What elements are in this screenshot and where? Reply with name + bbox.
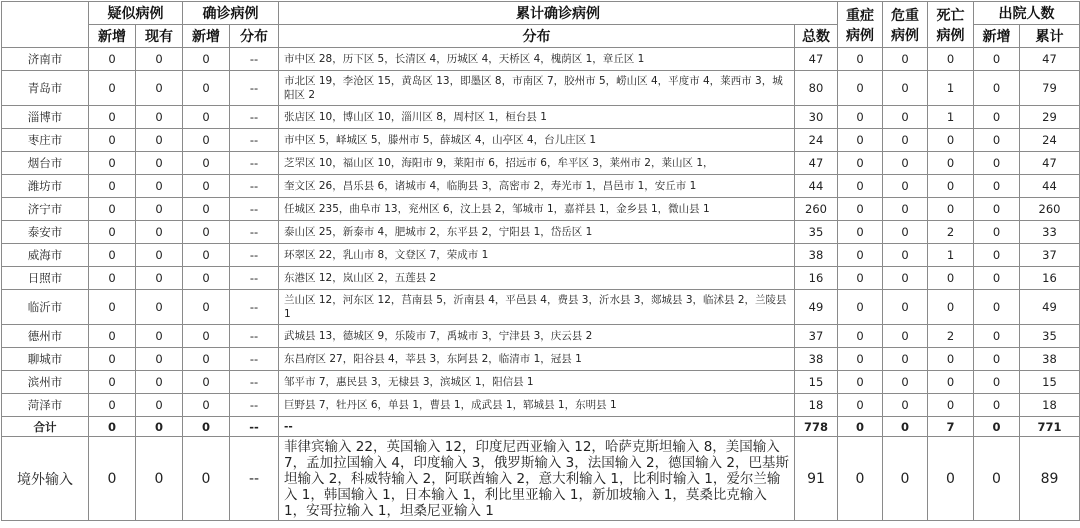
city-cell: 威海市 (2, 244, 89, 267)
discharged-cumulative-cell: 260 (1020, 198, 1080, 221)
table-row (2, 348, 1080, 371)
discharged-new-cell: 0 (974, 129, 1020, 152)
cumulative-total-cell: 18 (795, 394, 838, 417)
death-cell: 7 (928, 417, 974, 437)
severe-cell: 0 (838, 325, 883, 348)
discharged-cumulative-cell: 79 (1020, 71, 1080, 106)
cumulative-total-cell: 47 (795, 152, 838, 175)
discharged-cumulative-cell: 44 (1020, 175, 1080, 198)
confirmed-distribution-cell: -- (230, 129, 279, 152)
cumulative-distribution-cell: -- (279, 417, 795, 437)
discharged-cumulative-cell: 24 (1020, 129, 1080, 152)
table-row (2, 48, 1080, 71)
table-row (2, 244, 1080, 267)
suspected-current-cell: 0 (136, 437, 183, 521)
confirmed-header: 确诊病例 (183, 2, 279, 25)
suspected-new-cell: 0 (89, 417, 136, 437)
critical-cell: 0 (883, 437, 928, 521)
table-row (2, 267, 1080, 290)
suspected-new-cell: 0 (89, 221, 136, 244)
discharged-cumulative-cell: 16 (1020, 267, 1080, 290)
city-cell: 泰安市 (2, 221, 89, 244)
severe-cell: 0 (838, 394, 883, 417)
severe-cell: 0 (838, 348, 883, 371)
suspected-current-cell: 0 (136, 371, 183, 394)
cumulative-distribution-cell: 东港区 12，岚山区 2，五莲县 2 (279, 267, 795, 290)
confirmed-new-cell: 0 (183, 371, 230, 394)
table-row (2, 371, 1080, 394)
discharged-header: 出院人数 (974, 2, 1080, 25)
discharged-new-cell: 0 (974, 371, 1020, 394)
table-row (2, 129, 1080, 152)
cumulative-total-cell: 30 (795, 106, 838, 129)
suspected-new-cell: 0 (89, 244, 136, 267)
critical-cell: 0 (883, 221, 928, 244)
confirmed-new-cell: 0 (183, 152, 230, 175)
severe-cell: 0 (838, 267, 883, 290)
suspected-current-cell: 0 (136, 348, 183, 371)
confirmed-distribution-cell: -- (230, 371, 279, 394)
suspected-current-header: 现有 (136, 25, 183, 48)
discharged-new-cell: 0 (974, 437, 1020, 521)
city-cell: 合计 (2, 417, 89, 437)
severe-cell: 0 (838, 106, 883, 129)
severe-cell: 0 (838, 198, 883, 221)
confirmed-new-cell: 0 (183, 244, 230, 267)
cumulative-total-cell: 35 (795, 221, 838, 244)
death-cell: 2 (928, 221, 974, 244)
discharged-cumulative-cell: 35 (1020, 325, 1080, 348)
confirmed-distribution-cell: -- (230, 348, 279, 371)
confirmed-distribution-cell: -- (230, 244, 279, 267)
cumulative-distribution-cell: 张店区 10，博山区 10，淄川区 8，周村区 1，桓台县 1 (279, 106, 795, 129)
cumulative-distribution-header: 分布 (279, 25, 795, 48)
critical-cell: 0 (883, 290, 928, 325)
discharged-new-cell: 0 (974, 152, 1020, 175)
severe-cell: 0 (838, 437, 883, 521)
death-cell: 0 (928, 129, 974, 152)
critical-cell: 0 (883, 48, 928, 71)
table-row (2, 152, 1080, 175)
confirmed-new-cell: 0 (183, 290, 230, 325)
suspected-header: 疑似病例 (89, 2, 183, 25)
suspected-new-cell: 0 (89, 348, 136, 371)
critical-cell: 0 (883, 348, 928, 371)
confirmed-new-cell: 0 (183, 175, 230, 198)
cumulative-distribution-cell: 奎文区 26，昌乐县 6，诸城市 4，临朐县 3，高密市 2，寿光市 1，昌邑市 1，安丘市 1 (279, 175, 795, 198)
cumulative-distribution-cell: 兰山区 12，河东区 12，莒南县 5，沂南县 4，平邑县 4，费县 3，沂水县 3，郯城县 3，临沭县 2，兰陵县 1 (279, 290, 795, 325)
cumulative-total-cell: 44 (795, 175, 838, 198)
critical-cell: 0 (883, 244, 928, 267)
suspected-current-cell: 0 (136, 290, 183, 325)
suspected-new-cell: 0 (89, 437, 136, 521)
cumulative-distribution-cell: 武城县 13，德城区 9，乐陵市 7，禹城市 3，宁津县 3，庆云县 2 (279, 325, 795, 348)
suspected-current-cell: 0 (136, 325, 183, 348)
critical-cell: 0 (883, 394, 928, 417)
table-row (2, 394, 1080, 417)
table-row (2, 71, 1080, 106)
suspected-current-cell: 0 (136, 394, 183, 417)
confirmed-distribution-cell: -- (230, 198, 279, 221)
city-cell: 枣庄市 (2, 129, 89, 152)
confirmed-new-cell: 0 (183, 71, 230, 106)
cumulative-distribution-cell: 市中区 28，历下区 5，长清区 4，历城区 4，天桥区 4，槐荫区 1，章丘区 1 (279, 48, 795, 71)
discharged-new-cell: 0 (974, 267, 1020, 290)
suspected-current-cell: 0 (136, 175, 183, 198)
suspected-new-cell: 0 (89, 325, 136, 348)
severe-cell: 0 (838, 371, 883, 394)
death-cell: 0 (928, 198, 974, 221)
city-cell: 日照市 (2, 267, 89, 290)
severe-cell: 0 (838, 71, 883, 106)
death-cell: 0 (928, 267, 974, 290)
discharged-new-cell: 0 (974, 175, 1020, 198)
discharged-new-cell: 0 (974, 106, 1020, 129)
confirmed-new-cell: 0 (183, 437, 230, 521)
cumulative-total-cell: 38 (795, 348, 838, 371)
confirmed-distribution-cell: -- (230, 417, 279, 437)
death-header: 死亡病例 (928, 2, 974, 48)
confirmed-distribution-cell: -- (230, 394, 279, 417)
cumulative-total-cell: 91 (795, 437, 838, 521)
confirmed-new-header: 新增 (183, 25, 230, 48)
death-cell: 1 (928, 106, 974, 129)
suspected-new-cell: 0 (89, 71, 136, 106)
severe-cell: 0 (838, 152, 883, 175)
suspected-current-cell: 0 (136, 221, 183, 244)
severe-cell: 0 (838, 221, 883, 244)
confirmed-distribution-cell: -- (230, 175, 279, 198)
confirmed-distribution-cell: -- (230, 48, 279, 71)
confirmed-new-cell: 0 (183, 129, 230, 152)
suspected-new-cell: 0 (89, 152, 136, 175)
suspected-new-cell: 0 (89, 48, 136, 71)
severe-cell: 0 (838, 290, 883, 325)
confirmed-distribution-cell: -- (230, 221, 279, 244)
confirmed-distribution-cell: -- (230, 106, 279, 129)
suspected-current-cell: 0 (136, 152, 183, 175)
cumulative-total-cell: 38 (795, 244, 838, 267)
city-cell: 聊城市 (2, 348, 89, 371)
city-cell: 济南市 (2, 48, 89, 71)
city-cell: 潍坊市 (2, 175, 89, 198)
city-cell: 德州市 (2, 325, 89, 348)
discharged-cumulative-cell: 89 (1020, 437, 1080, 521)
cumulative-distribution-cell: 菲律宾输入 22，英国输入 12，印度尼西亚输入 12，哈萨克斯坦输入 8，美国输入 7，孟加拉国输入 4，印度输入 3，俄罗斯输入 3，法国输入 2，德国输入 2，巴基斯坦输入 2，科威特输入 2，阿联酋输入 2，意大利输入 1，比利时输入 1，爱尔兰输入 1，韩国输入 1，日本输入 1，利比里亚输入 1，新加坡输入 1，莫桑比克输入 1，安哥拉输入 1，坦桑尼亚输入 1 (279, 437, 795, 521)
discharged-cumulative-cell: 771 (1020, 417, 1080, 437)
cumulative-distribution-cell: 泰山区 25，新泰市 4，肥城市 2，东平县 2，宁阳县 1，岱岳区 1 (279, 221, 795, 244)
cumulative-total-header: 总数 (795, 25, 838, 48)
suspected-new-cell: 0 (89, 129, 136, 152)
city-header (2, 2, 89, 48)
death-cell: 0 (928, 348, 974, 371)
discharged-cumulative-cell: 18 (1020, 394, 1080, 417)
discharged-new-cell: 0 (974, 394, 1020, 417)
confirmed-distribution-cell: -- (230, 325, 279, 348)
suspected-new-cell: 0 (89, 290, 136, 325)
table-row (2, 198, 1080, 221)
city-cell: 滨州市 (2, 371, 89, 394)
city-cell: 青岛市 (2, 71, 89, 106)
discharged-new-cell: 0 (974, 417, 1020, 437)
cumulative-total-cell: 47 (795, 48, 838, 71)
death-cell: 0 (928, 152, 974, 175)
suspected-current-cell: 0 (136, 48, 183, 71)
severe-cell: 0 (838, 244, 883, 267)
critical-cell: 0 (883, 417, 928, 437)
discharged-new-cell: 0 (974, 244, 1020, 267)
cumulative-total-cell: 15 (795, 371, 838, 394)
table-row (2, 106, 1080, 129)
severe-cell: 0 (838, 175, 883, 198)
cumulative-total-cell: 24 (795, 129, 838, 152)
cumulative-distribution-cell: 巨野县 7，牡丹区 6，单县 1，曹县 1，成武县 1，郓城县 1，东明县 1 (279, 394, 795, 417)
header-row-top (2, 2, 1080, 25)
severe-header: 重症病例 (838, 2, 883, 48)
critical-cell: 0 (883, 106, 928, 129)
cumulative-distribution-cell: 东昌府区 27，阳谷县 4，莘县 3，东阿县 2，临清市 1，冠县 1 (279, 348, 795, 371)
suspected-new-cell: 0 (89, 371, 136, 394)
cumulative-total-cell: 778 (795, 417, 838, 437)
cumulative-distribution-cell: 任城区 235，曲阜市 13，兖州区 6，汶上县 2，邹城市 1，嘉祥县 1，金乡县 1，微山县 1 (279, 198, 795, 221)
cumulative-distribution-cell: 环翠区 22，乳山市 8，文登区 7，荣成市 1 (279, 244, 795, 267)
death-cell: 0 (928, 290, 974, 325)
severe-cell: 0 (838, 129, 883, 152)
cumulative-total-cell: 80 (795, 71, 838, 106)
discharged-cumulative-cell: 47 (1020, 152, 1080, 175)
city-cell: 菏泽市 (2, 394, 89, 417)
critical-cell: 0 (883, 325, 928, 348)
city-cell: 淄博市 (2, 106, 89, 129)
confirmed-new-cell: 0 (183, 348, 230, 371)
confirmed-distribution-cell: -- (230, 437, 279, 521)
suspected-current-cell: 0 (136, 198, 183, 221)
suspected-current-cell: 0 (136, 417, 183, 437)
discharged-cumulative-cell: 37 (1020, 244, 1080, 267)
cumulative-total-cell: 16 (795, 267, 838, 290)
discharged-cumulative-cell: 15 (1020, 371, 1080, 394)
city-cell: 境外输入 (2, 437, 89, 521)
discharged-cumulative-cell: 47 (1020, 48, 1080, 71)
city-cell: 烟台市 (2, 152, 89, 175)
covid-statistics-table (1, 1, 1080, 521)
death-cell: 1 (928, 244, 974, 267)
discharged-new-cell: 0 (974, 348, 1020, 371)
discharged-cumulative-cell: 33 (1020, 221, 1080, 244)
critical-cell: 0 (883, 129, 928, 152)
discharged-cumulative-header: 累计 (1020, 25, 1080, 48)
suspected-new-header: 新增 (89, 25, 136, 48)
cumulative-header: 累计确诊病例 (279, 2, 838, 25)
suspected-new-cell: 0 (89, 198, 136, 221)
confirmed-distribution-cell: -- (230, 290, 279, 325)
critical-cell: 0 (883, 198, 928, 221)
confirmed-distribution-header: 分布 (230, 25, 279, 48)
death-cell: 0 (928, 175, 974, 198)
confirmed-new-cell: 0 (183, 394, 230, 417)
table-row (2, 290, 1080, 325)
confirmed-new-cell: 0 (183, 221, 230, 244)
critical-cell: 0 (883, 175, 928, 198)
discharged-new-cell: 0 (974, 198, 1020, 221)
suspected-current-cell: 0 (136, 106, 183, 129)
confirmed-distribution-cell: -- (230, 267, 279, 290)
discharged-cumulative-cell: 38 (1020, 348, 1080, 371)
overseas-import-row (2, 437, 1080, 521)
severe-cell: 0 (838, 48, 883, 71)
death-cell: 2 (928, 325, 974, 348)
confirmed-new-cell: 0 (183, 325, 230, 348)
table-body (2, 48, 1080, 521)
cumulative-total-cell: 260 (795, 198, 838, 221)
suspected-current-cell: 0 (136, 244, 183, 267)
cumulative-distribution-cell: 芝罘区 10，福山区 10，海阳市 9，莱阳市 6，招远市 6，牟平区 3，莱州市 2，莱山区 1， (279, 152, 795, 175)
table-row (2, 325, 1080, 348)
cumulative-distribution-cell: 市北区 19，李沧区 15，黄岛区 13，即墨区 8，市南区 7，胶州市 5，崂山区 4，平度市 4，莱西市 3，城阳区 2 (279, 71, 795, 106)
death-cell: 0 (928, 394, 974, 417)
suspected-new-cell: 0 (89, 106, 136, 129)
severe-cell: 0 (838, 417, 883, 437)
confirmed-new-cell: 0 (183, 198, 230, 221)
confirmed-new-cell: 0 (183, 48, 230, 71)
confirmed-new-cell: 0 (183, 267, 230, 290)
death-cell: 0 (928, 437, 974, 521)
critical-header: 危重病例 (883, 2, 928, 48)
death-cell: 0 (928, 371, 974, 394)
critical-cell: 0 (883, 371, 928, 394)
discharged-new-cell: 0 (974, 48, 1020, 71)
city-cell: 临沂市 (2, 290, 89, 325)
suspected-new-cell: 0 (89, 394, 136, 417)
total-row (2, 417, 1080, 437)
discharged-new-header: 新增 (974, 25, 1020, 48)
city-cell: 济宁市 (2, 198, 89, 221)
discharged-new-cell: 0 (974, 290, 1020, 325)
cumulative-total-cell: 37 (795, 325, 838, 348)
confirmed-distribution-cell: -- (230, 71, 279, 106)
discharged-new-cell: 0 (974, 325, 1020, 348)
confirmed-new-cell: 0 (183, 106, 230, 129)
critical-cell: 0 (883, 71, 928, 106)
cumulative-distribution-cell: 市中区 5，峄城区 5，滕州市 5，薛城区 4，山亭区 4，台儿庄区 1 (279, 129, 795, 152)
death-cell: 1 (928, 71, 974, 106)
discharged-cumulative-cell: 49 (1020, 290, 1080, 325)
confirmed-new-cell: 0 (183, 417, 230, 437)
cumulative-total-cell: 49 (795, 290, 838, 325)
discharged-new-cell: 0 (974, 71, 1020, 106)
critical-cell: 0 (883, 267, 928, 290)
discharged-cumulative-cell: 29 (1020, 106, 1080, 129)
table-row (2, 221, 1080, 244)
suspected-current-cell: 0 (136, 267, 183, 290)
discharged-new-cell: 0 (974, 221, 1020, 244)
confirmed-distribution-cell: -- (230, 152, 279, 175)
suspected-current-cell: 0 (136, 71, 183, 106)
suspected-new-cell: 0 (89, 267, 136, 290)
critical-cell: 0 (883, 152, 928, 175)
suspected-current-cell: 0 (136, 129, 183, 152)
table-row (2, 175, 1080, 198)
cumulative-distribution-cell: 邹平市 7，惠民县 3，无棣县 3，滨城区 1，阳信县 1 (279, 371, 795, 394)
death-cell: 0 (928, 48, 974, 71)
suspected-new-cell: 0 (89, 175, 136, 198)
